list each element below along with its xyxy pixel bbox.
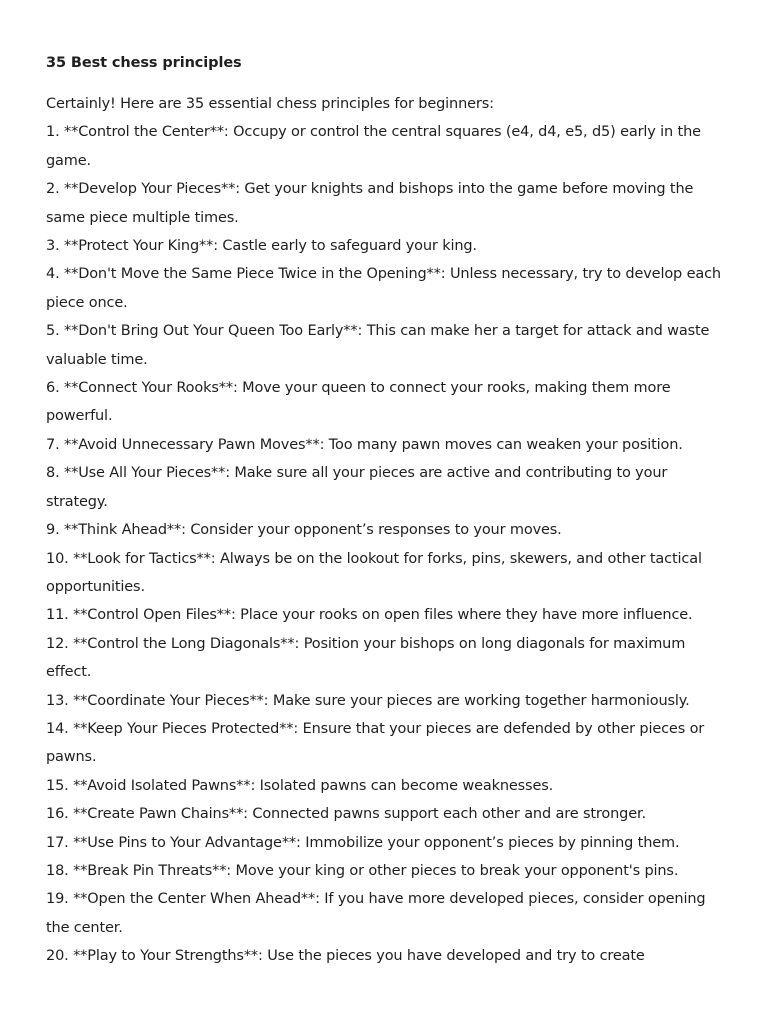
principle-item: 7. **Avoid Unnecessary Pawn Moves**: Too many pawn moves can weaken your position. (46, 436, 683, 453)
principle-item: 17. **Use Pins to Your Advantage**: Immobilize your opponent’s pieces by pinning them. (46, 834, 680, 851)
principle-item: 1. **Control the Center**: Occupy or control the central squares (e4, d4, e5, d5) early in the game. (46, 124, 701, 169)
principle-item: 9. **Think Ahead**: Consider your opponent’s responses to your moves. (46, 522, 562, 539)
principle-item: 14. **Keep Your Pieces Protected**: Ensure that your pieces are defended by other pieces or pawns. (46, 720, 705, 766)
principle-item: 19. **Open the Center When Ahead**: If you have more developed pieces, consider opening the center. (46, 891, 706, 936)
principle-item: 8. **Use All Your Pieces**: Make sure all your pieces are active and contributing to your strategy. (46, 465, 668, 510)
document-title: 35 Best chess principles (46, 55, 242, 71)
principle-item: 16. **Create Pawn Chains**: Connected pawns support each other and are stronger. (46, 806, 646, 823)
principle-item: 4. **Don't Move the Same Piece Twice in the Opening**: Unless necessary, try to develop each piece once. (46, 266, 721, 311)
principle-item: 3. **Protect Your King**: Castle early to safeguard your king. (46, 238, 477, 255)
principle-item: 20. **Play to Your Strengths**: Use the pieces you have developed and try to create (46, 948, 645, 965)
document-body (46, 90, 728, 971)
principle-item: 18. **Break Pin Threats**: Move your king or other pieces to break your opponent's pins. (46, 862, 679, 879)
principle-item: 6. **Connect Your Rooks**: Move your queen to connect your rooks, making them more powerful. (46, 380, 671, 425)
principle-item: 5. **Don't Bring Out Your Queen Too Early**: This can make her a target for attack and waste valuable time. (46, 323, 710, 368)
principle-item: 13. **Coordinate Your Pieces**: Make sure your pieces are working together harmoniously. (46, 692, 690, 709)
principle-item: 2. **Develop Your Pieces**: Get your knights and bishops into the game before moving the same piece multiple times. (46, 181, 694, 226)
principle-item: 15. **Avoid Isolated Pawns**: Isolated pawns can become weaknesses. (46, 777, 554, 794)
intro-text: Certainly! Here are 35 essential chess principles for beginners: (46, 96, 494, 112)
principle-item: 10. **Look for Tactics**: Always be on the lookout for forks, pins, skewers, and other tactical opportunities. (46, 550, 702, 595)
principle-item: 12. **Control the Long Diagonals**: Position your bishops on long diagonals for maximum effect. (46, 635, 686, 681)
principle-item: 11. **Control Open Files**: Place your rooks on open files where they have more influence. (46, 607, 693, 624)
